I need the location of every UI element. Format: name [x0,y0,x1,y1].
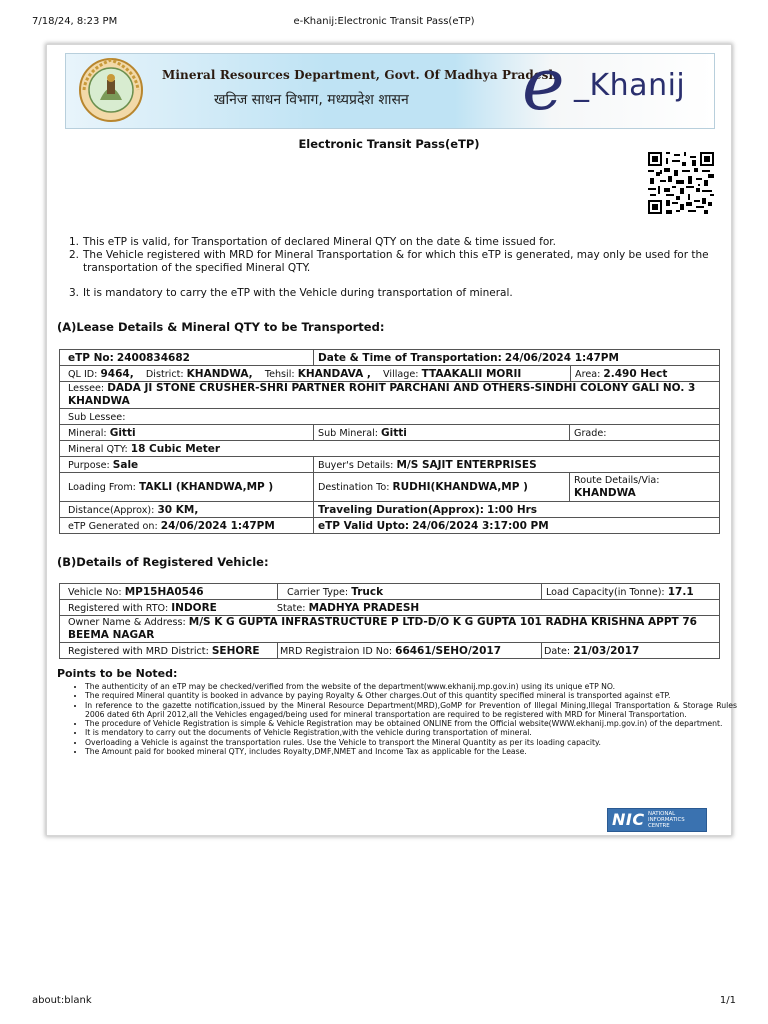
route-cell: Route Details/Via: KHANDWA [570,473,720,502]
print-header [32,16,736,30]
list-item: • In reference to the gazette notification,issued by the Mineral Resource Department(MRD),GoMP for Prevention of Illegal Mining,Illegal Transportation & Storage Rules 2006 dated 6th April 2012,all the Vehicles engaged/being used for mineral transportation are required to be registered with MRD for Mineral Transportation. [85,701,737,720]
list-item: • Overloading a Vehicle is against the transportation rules. Use the Vehicle to transport the Mineral Quantity as per its loading capacity. [85,738,737,747]
list-item: • The Amount paid for booked mineral QTY, includes Royalty,DMF,NMET and Income Tax as applicable for the Lease. [85,747,737,756]
table-row [60,473,720,502]
table-row [60,441,720,457]
table-row [60,643,720,659]
qr-code-icon [648,152,714,214]
table-row [60,600,720,616]
instruction-item: 1. This eTP is valid, for Transportation of declared Mineral QTY on the date & time issued for. [69,236,556,248]
location-cell: QL ID: 9464, District: KHANDWA, Tehsil: KHANDAVA , Village: TTAAKALII MORII [60,366,571,381]
instruction-item: 3. It is mandatory to carry the eTP with the Vehicle during transportation of mineral. [69,287,513,299]
load-capacity-cell: Load Capacity(in Tonne): 17.1 [542,584,720,600]
valid-upto-cell: eTP Valid Upto: 24/06/2024 3:17:00 PM [314,518,720,534]
loading-from-cell: Loading From: TAKLI (KHANDWA,MP ) [60,473,314,502]
table-row [60,584,720,600]
print-page-title: e-Khanij:Electronic Transit Pass(eTP) [293,16,475,27]
mrd-district-cell: Registered with MRD District: SEHORE [60,643,278,659]
dept-name-english: Mineral Resources Department, Govt. Of Madhya Pradesh [162,68,558,82]
table-row [60,366,720,382]
lessee-cell: Lessee: DADA JI STONE CRUSHER-SHRI PARTNER ROHIT PARCHANI AND OTHERS-SINDHI COLONY GALI NO. 3 KHANDWA [60,382,720,409]
list-item: • The procedure of Vehicle Registration is simple & Vehicle Registration may be obtained ONLINE from the Official website(WWW.ekhanij.mp.gov.in) of the department. [85,719,737,728]
validity-instructions [69,236,723,300]
etp-no-cell: eTP No: 2400834682 [60,350,314,366]
owner-cell: Owner Name & Address: M/S K G GUPTA INFRASTRUCTURE P LTD-D/O K G GUPTA 101 RADHA KRISHNA APPT 76 BEEMA NAGAR [60,616,720,643]
transport-datetime-cell: Date & Time of Transportation: 24/06/2024 1:47PM [314,350,720,366]
vehicle-details-table [59,583,720,659]
vehicle-no-cell: Vehicle No: MP15HA0546 [60,584,278,600]
ekhanij-logo-e: e [522,53,565,126]
table-row [60,616,720,643]
nic-logo-mark: NIC [612,810,645,829]
nic-logo-text: NATIONAL INFORMATICS CENTRE [648,811,685,829]
points-title: Points to be Noted: [57,667,178,680]
mrd-date-cell: Date: 21/03/2017 [542,643,720,659]
dept-name-hindi: खनिज साधन विभाग, मध्यप्रदेश शासन [214,92,409,108]
table-row [60,457,720,473]
table-row [60,409,720,425]
nic-logo [607,808,707,832]
sublessee-cell: Sub Lessee: [60,409,720,425]
list-item: • The required Mineral quantity is booked in advance by paying Royalty & Other charges.Out of this quantity specified mineral is transported against eTP. [85,691,737,700]
etp-document [46,44,737,836]
section-a-title: (A)Lease Details & Mineral QTY to be Transported: [57,320,385,334]
table-row [60,350,720,366]
distance-cell: Distance(Approx): 30 KM, [60,502,314,518]
generated-on-cell: eTP Generated on: 24/06/2024 1:47PM [60,518,314,534]
table-row [60,502,720,518]
list-item: • It is mendatory to carry out the documents of Vehicle Registration,with the vehicle during transportation of mineral. [85,728,737,737]
carrier-type-cell: Carrier Type: Truck [278,584,542,600]
destination-cell: Destination To: RUDHI(KHANDWA,MP ) [314,473,570,502]
section-b-title: (B)Details of Registered Vehicle: [57,555,269,569]
rto-state-cell: Registered with RTO: INDORE State: MADHYA PRADESH [60,600,720,616]
document-title: Electronic Transit Pass(eTP) [298,137,480,151]
list-item: • The authenticity of an eTP may be checked/verified from the website of the department(www.ekhanij.mp.gov.in) using its unique eTP NO. [85,682,737,691]
mp-state-emblem-icon [74,56,148,124]
table-row [60,518,720,534]
mineral-qty-cell: Mineral QTY: 18 Cubic Meter [60,441,720,457]
buyer-cell: Buyer's Details: M/S SAJIT ENTERPRISES [314,457,720,473]
instruction-item: 2. The Vehicle registered with MRD for Mineral Transportation & for which this eTP is generated, may only be used for the transportation of the specified Mineral QTY. [69,249,709,274]
print-page-number: 1/1 [719,995,736,1006]
lease-details-table [59,349,720,534]
table-row [60,382,720,409]
mineral-cell: Mineral: Gitti [60,425,314,441]
print-footer [32,995,736,1009]
purpose-cell: Purpose: Sale [60,457,314,473]
submineral-cell: Sub Mineral: Gitti [314,425,570,441]
ekhanij-logo-text: _Khanij [574,68,686,103]
print-datetime: 7/18/24, 8:23 PM [32,16,118,27]
area-cell: Area: 2.490 Hect [575,367,668,380]
department-banner [65,53,715,129]
print-url: about:blank [32,995,92,1006]
points-list [61,682,737,756]
grade-cell: Grade: [570,425,720,441]
mrd-id-cell: MRD Registraion ID No: 66461/SEHO/2017 [278,643,542,659]
duration-cell: Traveling Duration(Approx): 1:00 Hrs [314,502,720,518]
table-row [60,425,720,441]
